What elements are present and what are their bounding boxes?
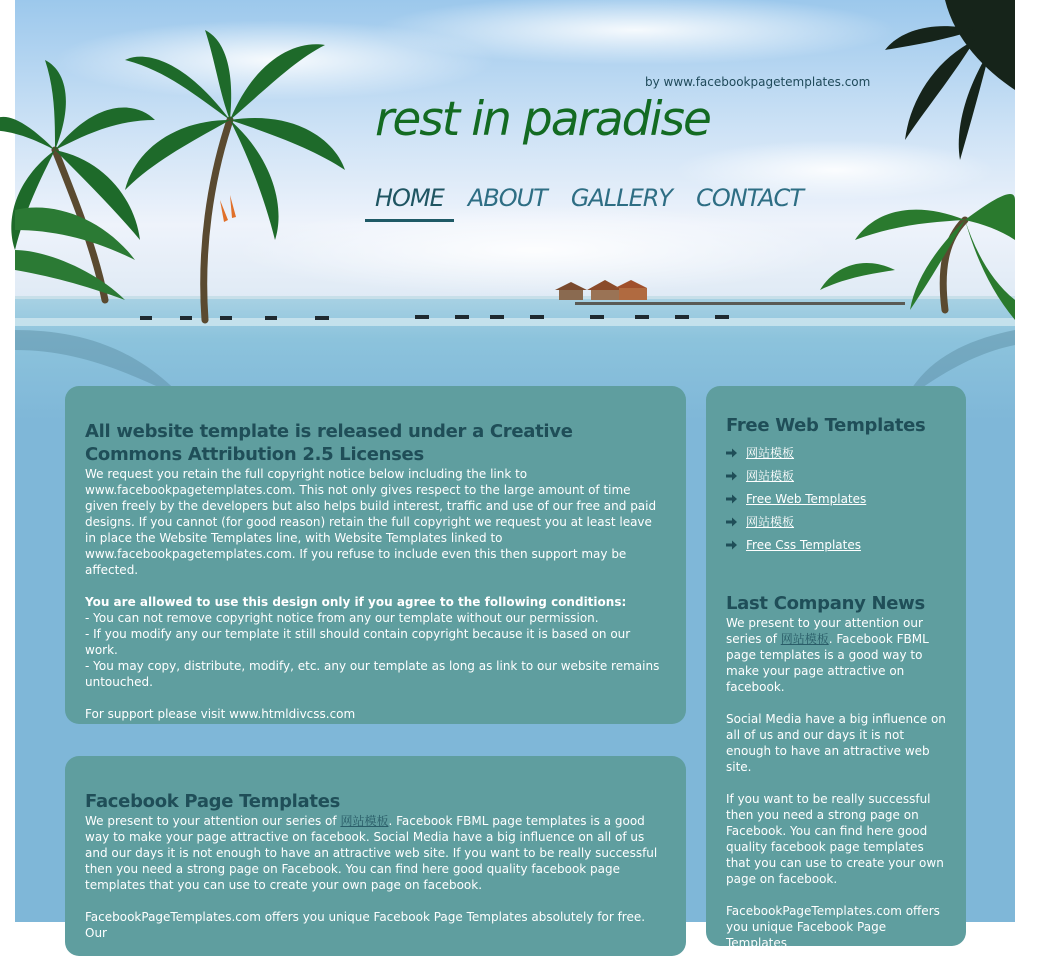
arrow-right-icon <box>726 539 738 551</box>
arrow-right-icon <box>726 493 738 505</box>
support-text: For support please visit www.htmldivcss.com <box>85 707 356 721</box>
nav-about[interactable]: ABOUT <box>467 184 547 212</box>
fb-paragraph: We present to your attention our series of 网站模板. Facebook FBML page templates is a good way to make your page attractive on facebook. Social Media have a big influence on all of us and our days it is not enough to have an attractive web site. If you want to be really successful then you need a strong page on Facebook. You can find here good quality facebook page templates that you can use to create your own page on facebook. <box>85 814 658 892</box>
site-title[interactable]: rest in paradise <box>375 92 710 147</box>
arrow-right-icon <box>726 470 738 482</box>
news-paragraph: Social Media have a big influence on all of us and our days it is not enough to have an attractive web site. <box>726 712 946 774</box>
fb-paragraph-2: FacebookPageTemplates.com offers you unique Facebook Page Templates absolutely for free. Our <box>85 910 646 940</box>
byline: by www.facebookpagetemplates.com <box>645 75 871 89</box>
nav-gallery[interactable]: GALLERY <box>570 184 673 212</box>
license-intro: We request you retain the full copyright notice below including the link to www.facebookpagetemplates.com. This not only gives respect to the large amount of time given freely by the developers but also helps build interest, traffic and use of our free and paid designs. If you cannot (for good reason) retain the full copyright we request you at least leave in place the Website Templates line, with Website Templates linked to www.facebookpagetemplates.com. If you refuse to include even this then support may be affected. <box>85 467 657 577</box>
main-nav <box>365 182 817 222</box>
license-box <box>65 386 686 724</box>
news-heading: Last Company News <box>726 593 925 614</box>
condition-item: - You may copy, distribute, modify, etc. any our template as long as link to our website remains untouched. <box>85 659 660 689</box>
sidebar-link[interactable]: Free Web Templates <box>746 491 867 506</box>
sidebar-link[interactable]: 网站模板 <box>746 468 795 483</box>
nav-home[interactable]: HOME <box>365 182 454 222</box>
sidebar-link[interactable]: 网站模板 <box>746 445 795 460</box>
fb-inline-link[interactable]: 网站模板 <box>340 814 389 828</box>
news-paragraph: We present to your attention our series of 网站模板. Facebook FBML page templates is a good way to make your page attractive on facebook. <box>726 616 929 694</box>
page <box>15 0 1015 950</box>
conditions-heading: You are allowed to use this design only if you agree to the following conditions: <box>85 595 627 609</box>
arrow-right-icon <box>726 516 738 528</box>
nav-contact[interactable]: CONTACT <box>696 184 803 212</box>
news-paragraph: FacebookPageTemplates.com offers you unique Facebook Page Templates <box>726 904 940 950</box>
arrow-right-icon <box>726 447 738 459</box>
list-item <box>726 441 946 464</box>
fb-heading: Facebook Page Templates <box>85 791 341 812</box>
list-item <box>726 510 946 533</box>
template-links-list <box>726 441 946 556</box>
sidebar-link[interactable]: 网站模板 <box>746 514 795 529</box>
license-heading: All website template is released under a Creative Commons Attribution 2.5 Licenses <box>85 421 573 465</box>
news-inline-link[interactable]: 网站模板 <box>780 632 829 646</box>
list-item <box>726 533 946 556</box>
condition-item: - You can not remove copyright notice from any our template without our permission. <box>85 611 599 625</box>
condition-item: - If you modify any our template it still should contain copyright because it is based on our work. <box>85 627 631 657</box>
links-heading: Free Web Templates <box>726 415 926 436</box>
sidebar-box <box>706 386 966 950</box>
news-content <box>726 615 946 951</box>
sidebar-link[interactable]: Free Css Templates <box>746 537 861 552</box>
news-paragraph: If you want to be really successful then you need a strong page on Facebook. You can find here good quality facebook page templates that you can use to create your own page on facebook. <box>726 792 944 886</box>
list-item <box>726 487 946 510</box>
list-item <box>726 464 946 487</box>
header-banner <box>15 0 1015 420</box>
facebook-templates-box <box>65 756 686 956</box>
